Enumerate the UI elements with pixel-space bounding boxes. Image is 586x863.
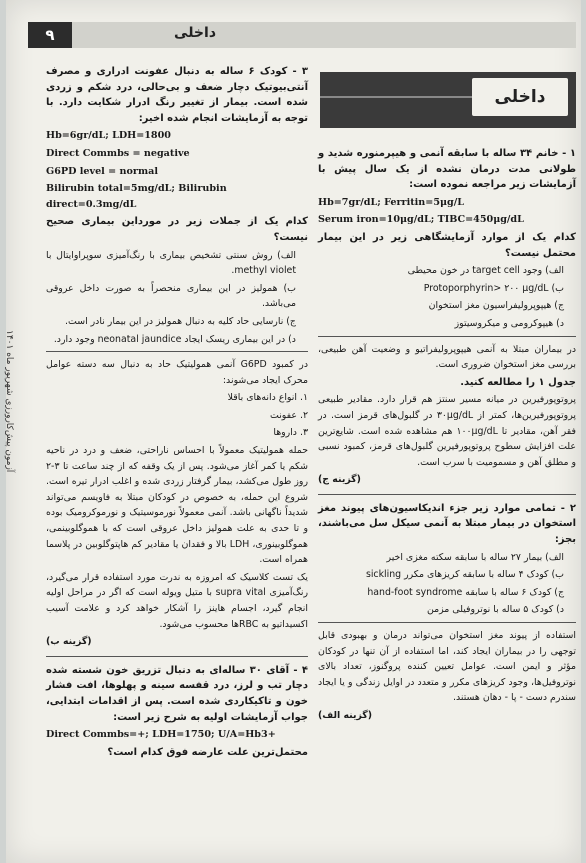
q4-lab: Direct Commbs=+; LDH=1750; U/A=Hb3+ (46, 729, 276, 741)
q1-answer: (گزینه ج) (318, 474, 361, 486)
q2-option-b: ب) کودک ۴ ساله با سابقه کریزهای مکرر sickling (365, 569, 564, 581)
q3-text: ۳ - کودک ۶ ساله به دنبال عفونت ادراری و مصرف آنتی‌بیوتیک دچار ضعف و بی‌حالی، درد شکم و زردی شده است. بیمار از تغییر رنگ ادرار شکایت دارد. با توجه به آزمایشات انجام شده اخیر: (46, 66, 308, 124)
q3-lab3: G6PD level = normal (46, 165, 158, 177)
q2-option-c: ج) کودک ۶ ساله با سابقه hand-foot syndrome (367, 586, 564, 598)
header-title: داخلی (174, 25, 216, 41)
q3-option-b: ب) همولیز در این بیماری منحصراً به صورت داخل عروقی می‌باشد. (46, 282, 296, 310)
q4-question: محتمل‌ترین علت عارضه فوق کدام است؟ (107, 746, 308, 758)
q2-answer: (گزینه الف) (318, 710, 373, 721)
book-page (6, 0, 581, 863)
q2-text: ۲ - تمامی موارد زیر جزء اندیکاسیون‌های پیوند مغز استخوان در بیمار مبتلا به آنمی سیکل سل می‌باشند، بجز: (318, 502, 576, 546)
q4-text: ۴ - آقای ۳۰ ساله‌ای به دنبال تزریق خون شسته شده دچار تب و لرز، درد قفسه سینه و پهلوها، افت فشار خون و تاکیکاردی شده است. پس از اقدامات ابتدایی، جواب آزمایشات اولیه به شرح زیر است: (46, 664, 308, 723)
q3-list-3: ۳. داروها (273, 427, 308, 439)
q3-explanation-2: حمله همولیتیک معمولاً با احساس ناراحتی، ضعف و درد در ناحیه شکم یا کمر آغاز می‌شود. پس از یک وقفه که از چند ساعت تا ۳-۲ روز طول می‌کشد، بیمار گرفتار زردی شده و اغلب ادرار تیره است. شروع این حمله، به خصوص در کودکان مبتلا به فاویسم می‌تواند شدیداً ناگهانی باشد. آنمی معمولاً نورموسیتیک و نورموکرومیک بوده و تا حدی به علت همولیز داخل عروقی است که با هموگلوبینمی، هموگلوبینوری، LDH بالا و فقدان یا مقادیر کم هاپتوگلوبین در پلاسما همراه است. (46, 445, 308, 566)
q3-question: کدام یک از جملات زیر در مورداین بیماری صحیح نیست؟ (46, 216, 308, 243)
q1-option-d: د) هیپوکرومی و میکروسیتوز (454, 317, 564, 329)
q1-explanation-2: جدول ۱ را مطالعه کنید. (460, 376, 576, 388)
q1-text: ۱ - خانم ۳۴ ساله با سابقه آنمی و هیپرمنوره شدید و طولانی مدت درمان نشده از یک سال پیش با آزمایشات زیر مراجعه نموده است: (318, 148, 576, 191)
q3-option-d: د) در این بیماری ریسک ایجاد neonatal jaundice وجود دارد. (53, 333, 296, 345)
left-column (46, 64, 308, 762)
right-column (318, 72, 576, 726)
q2-option-a: الف) بیمار ۲۷ ساله با سابقه سکته مغزی اخیر (386, 551, 564, 563)
q1-explanation-3: پروتوپورفیرین در میانه مسیر سنتز هم قرار دارد. مقادیر طبیعی پروتوپورفیرین‌ها، کمتر از ۳۰μg/dL در گلبول‌های قرمز است. در فقر آهن، مقادیر تا ۱۰۰μg/dL هم مشاهده شده است. شایع‌ترین علت افزایش سطوح پروتوپورفیرین گلبول‌های قرمز، کمبود نسبی و مطلق آهن و مسمومیت با سرب است. (318, 394, 576, 468)
q1-option-b: ب) Protoporphyrin> ۲۰۰ μg/dL (423, 282, 564, 294)
q1-lab2: Serum iron=10μg/dL; TIBC=450μg/dL (318, 214, 524, 226)
q1-option-c: ج) هیپوپرولیفراسیون مغز استخوان (428, 300, 564, 312)
q3-explanation-1: در کمبود G6PD آنمی همولیتیک حاد به دنبال سه دسته عوامل محرک ایجاد می‌شوند: (46, 359, 308, 386)
section-title: داخلی (472, 78, 568, 116)
q3-answer: (گزینه ب) (46, 636, 92, 648)
q1-explanation-1: در بیماران مبتلا به آنمی هیپوپرولیفراتیو و وضعیت آهن طبیعی، بررسی مغز استخوان ضروری است. (318, 343, 576, 371)
page-number: ۹ (28, 22, 72, 48)
q3-option-a: الف) روش سنتی تشخیص بیماری با رنگ‌آمیزی سوپراوایتال با methyl violet. (46, 249, 296, 277)
side-exam-title: آزمون پیش‌کارورزی شهریور ماه ۱۴۰۱ (4, 330, 14, 473)
q3-list-2: ۲. عفونت (269, 409, 308, 421)
q2-explanation: استفاده از پیوند مغز استخوان می‌تواند درمان و بهبودی قابل توجهی را در بیماران ایجاد کند، اما استفاده از آن تنها در کودکان مؤثر و ایمن است. عوامل تعیین کننده پروگنوز، تعداد بالای نوتروفیل‌ها، وجود کریزهای مکرر و متعدد در اوایل زندگی و یا ایجاد سندرم دست - پا - دهان هستند. (318, 630, 576, 704)
q3-lab1: Hb=6gr/dL; LDH=1800 (46, 130, 171, 142)
q3-list-1: ۱. انواع دانه‌های باقلا (227, 392, 308, 404)
q1-lab1: Hb=7gr/dL; Ferritin=5μg/L (318, 196, 464, 208)
q3-lab2: Direct Commbs = negative (46, 147, 190, 159)
q3-explanation-3: یک تست کلاسیک که امروزه به ندرت مورد استفاده قرار می‌گیرد، رنگ‌آمیزی supra vital با متیل ویوله است که اگر در مراحل اولیه انجام گیرد، اجسام هاینز را آشکار خواهد کرد و علامت آسیب اکسیداتیو به RBC‌ها محسوب می‌شود. (46, 571, 308, 630)
q1-option-a: الف) وجود target cell در خون محیطی (407, 265, 564, 277)
section-banner (318, 72, 576, 128)
q2-option-d: د) کودک ۵ ساله با نوتروفیلی مزمن (426, 604, 564, 616)
q3-option-c: ج) نارسایی حاد کلیه به دنبال همولیز در این بیمار نادر است. (65, 315, 296, 327)
q3-lab4: Bilirubin total=5mg/dL; Bilirubin direct=0.3mg/dL (46, 183, 227, 210)
page-header (28, 22, 576, 48)
q1-question: کدام یک از موارد آزمایشگاهی زیر در این بیمار محتمل نیست؟ (318, 231, 576, 259)
